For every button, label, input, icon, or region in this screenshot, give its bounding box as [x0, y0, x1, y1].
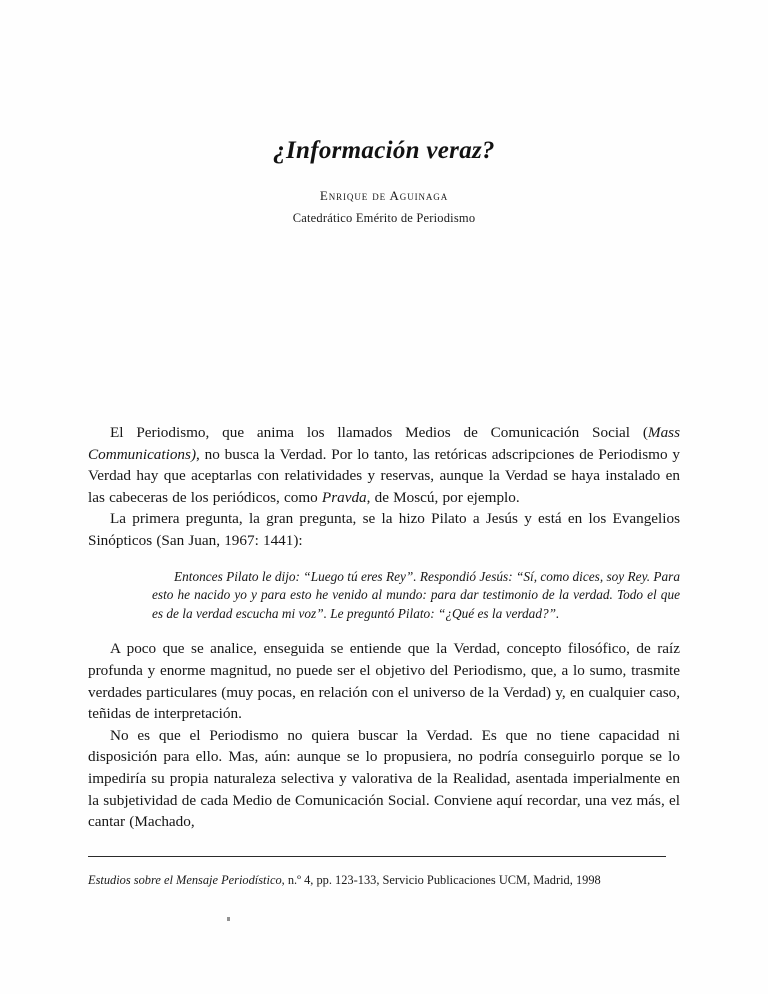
- footer-citation-details: , n.º 4, pp. 123-133, Servicio Publicaciones UCM, Madrid, 1998: [281, 873, 601, 887]
- paragraph-3: A poco que se analice, enseguida se entiende que la Verdad, concepto filosófico, de raíz profunda y enorme magnitud, no puede ser el objetivo del Periodismo, que, a lo sumo, trasmite verdades particulares (muy pocas, en relación con el universo de la Verdad) y, en cualquier caso, teñidas de interpretación.: [88, 640, 680, 723]
- byline: [88, 188, 680, 226]
- paragraph-1-italic-mass-communications: Mass Communications): [88, 424, 680, 463]
- body-text-column: [88, 422, 680, 833]
- footer-divider: [88, 856, 666, 857]
- paragraph-1: [88, 422, 680, 508]
- paragraph-1-segment-3: , de Moscú, por ejemplo.: [366, 488, 520, 506]
- paragraph-2: La primera pregunta, la gran pregunta, se la hizo Pilato a Jesús y está en los Evangelios Sinópticos (San Juan, 1967: 1441):: [88, 510, 680, 549]
- paragraph-4: No es que el Periodismo no quiera buscar la Verdad. Es que no tiene capacidad ni disposición para ello. Mas, aún: aunque se lo propusiera, no podría conseguirlo porque se lo impediría su propia naturaleza selectiva y valorativa de la Realidad, asentada imperialmente en la subjetividad de cada Medio de Comunicación Social. Conviene aquí recordar, una vez más, el cantar (Machado,: [88, 726, 680, 831]
- page-title: ¿Información veraz?: [273, 136, 495, 164]
- scan-artifact-speck: [227, 917, 230, 921]
- paragraph-1-segment-1: El Periodismo, que anima los llamados Medios de Comunicación Social (: [110, 424, 648, 441]
- scripture-blockquote: Entonces Pilato le dijo: “Luego tú eres Rey”. Respondió Jesús: “Sí, como dices, soy Rey. Para esto he nacido yo y para esto he venido al mundo: para dar testimonio de la verdad. Todo el que es de la verdad escucha mi voz”. Le preguntó Pilato: “¿Qué es la verdad?”.: [152, 568, 680, 621]
- footer-citation: [88, 872, 688, 889]
- paragraph-1-italic-pravda: Pravda: [321, 488, 367, 506]
- byline-author: Enrique de Aguinaga: [319, 188, 449, 203]
- paragraph-1-segment-2: , no busca la Verdad. Por lo tanto, las retóricas adscripciones de Periodismo y Verdad hay que aceptarlas con relatividades y reservas, aunque la Verdad se haya instalado en las cabeceras de los periódicos, como: [88, 445, 680, 506]
- footer-journal-title: Estudios sobre el Mensaje Periodístico: [88, 873, 282, 887]
- byline-author-role: Catedrático Emérito de Periodismo: [292, 211, 476, 225]
